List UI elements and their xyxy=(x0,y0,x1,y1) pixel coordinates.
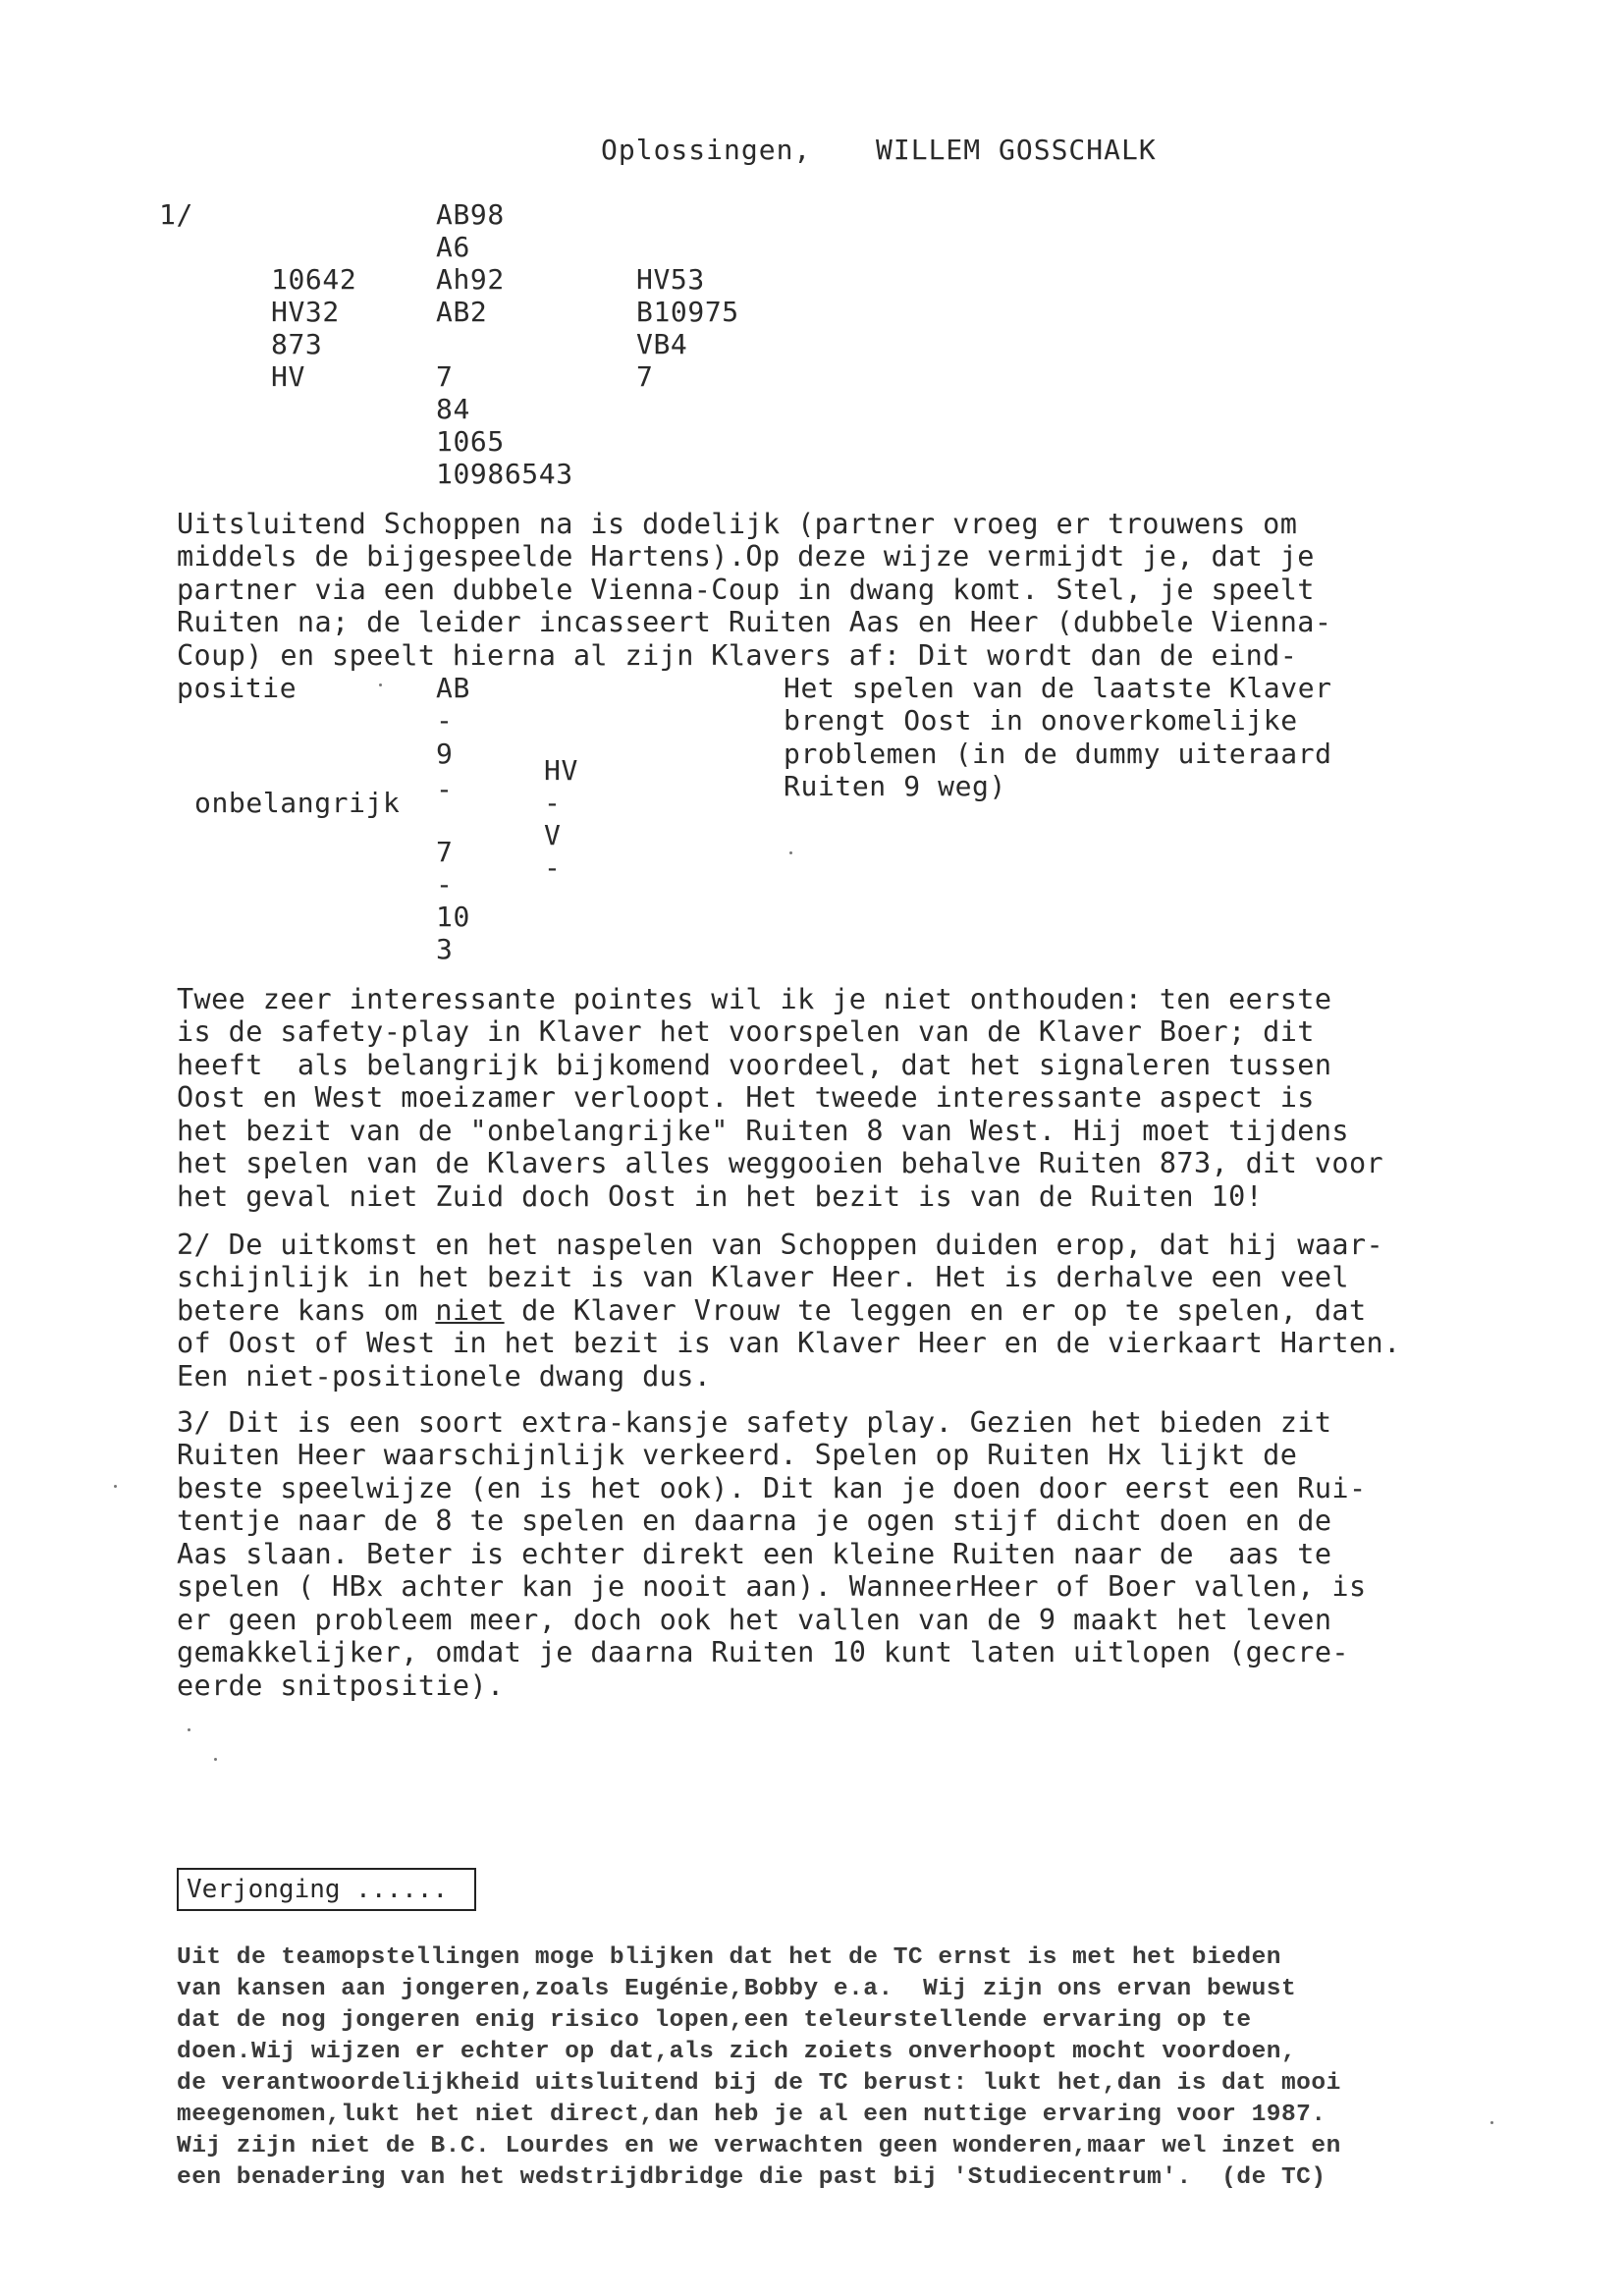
endpos-east-card: - xyxy=(544,787,562,819)
east-diamonds: VB4 xyxy=(636,328,688,360)
endpos-north-card: 9 xyxy=(436,738,454,770)
endpos-east-card: - xyxy=(544,851,562,884)
text-line: middels de bijgespeelde Hartens).Op deze wijze vermijdt je, dat je xyxy=(177,540,1315,573)
text-line: een benadering van het wedstrijdbridge die past bij 'Studiecentrum'. (de TC) xyxy=(177,2164,1326,2191)
text-line: het spelen van de Klavers alles weggooien behalve Ruiten 873, dit voor xyxy=(177,1147,1384,1179)
page-title: Oplossingen, xyxy=(601,134,812,166)
text-line: tentje naar de 8 te spelen en daarna je ogen stijf dicht doen en de xyxy=(177,1504,1332,1537)
author-name: WILLEM GOSSCHALK xyxy=(876,134,1157,166)
endpos-north-card: - xyxy=(436,868,454,901)
text-line: 3/ Dit is een soort extra-kansje safety play. Gezien het bieden zit xyxy=(177,1406,1332,1439)
endpos-west: onbelangrijk xyxy=(194,787,401,819)
endpos-north-card: AB xyxy=(436,672,470,704)
endpos-north-card: - xyxy=(436,773,454,805)
scan-speck xyxy=(188,1728,190,1731)
problem-number-1: 1/ xyxy=(159,198,193,231)
west-hearts: HV32 xyxy=(271,296,340,328)
scan-speck xyxy=(1490,2121,1493,2124)
text-line: schijnlijk in het bezit is van Klaver Heer. Het is derhalve een veel xyxy=(177,1261,1349,1293)
text-line xyxy=(177,1294,1367,1328)
scan-speck xyxy=(214,1758,217,1761)
text-line: het geval niet Zuid doch Oost in het bezit is van de Ruiten 10! xyxy=(177,1180,1264,1213)
west-spades: 10642 xyxy=(271,263,357,296)
text-line: 2/ De uitkomst en het naspelen van Schoppen duiden erop, dat hij waar- xyxy=(177,1229,1384,1261)
text-line: problemen (in de dummy uiteraard xyxy=(784,738,1332,770)
south-spades: 7 xyxy=(436,360,454,393)
text-line: er geen probleem meer, doch ook het vallen van de 9 maakt het leven xyxy=(177,1604,1332,1636)
text-line: van kansen aan jongeren,zoals Eugénie,Bobby e.a. Wij zijn ons ervan bewust xyxy=(177,1976,1297,2002)
north-hearts: A6 xyxy=(436,231,470,263)
text-line: partner via een dubbele Vienna-Coup in dwang komt. Stel, je speelt xyxy=(177,574,1315,606)
text-line: Coup) en speelt hierna al zijn Klavers af: Dit wordt dan de eind- xyxy=(177,639,1298,672)
text-line: Ruiten 9 weg) xyxy=(784,770,1006,802)
text-line: Twee zeer interessante pointes wil ik je niet onthouden: ten eerste xyxy=(177,983,1332,1015)
text-line: beste speelwijze (en is het ook). Dit kan je doen door eerst een Rui- xyxy=(177,1472,1367,1504)
south-diamonds: 1065 xyxy=(436,425,505,458)
text-line: Ruiten Heer waarschijnlijk verkeerd. Spelen op Ruiten Hx lijkt de xyxy=(177,1439,1298,1471)
endpos-north-card: 7 xyxy=(436,836,454,868)
endpos-north-card: 3 xyxy=(436,933,454,965)
text-line: Ruiten na; de leider incasseert Ruiten Aas en Heer (dubbele Vienna- xyxy=(177,606,1332,638)
scan-speck xyxy=(114,1485,117,1488)
endpos-north-card: 10 xyxy=(436,901,470,933)
text-line: Oost en West moeizamer verloopt. Het tweede interessante aspect is xyxy=(177,1081,1315,1114)
west-clubs: HV xyxy=(271,360,305,393)
text-line: Uit de teamopstellingen moge blijken dat het de TC ernst is met het bieden xyxy=(177,1944,1281,1971)
text-segment: betere kans om xyxy=(177,1294,436,1327)
text-line: eerde snitpositie). xyxy=(177,1669,505,1702)
text-line: Het spelen van de laatste Klaver xyxy=(784,672,1332,704)
text-line: het bezit van de "onbelangrijke" Ruiten 8 van West. Hij moet tijdens xyxy=(177,1115,1349,1147)
text-line: dat de nog jongeren enig risico lopen,een teleurstellende ervaring op te xyxy=(177,2007,1252,2034)
text-line: spelen ( HBx achter kan je nooit aan). WanneerHeer of Boer vallen, is xyxy=(177,1570,1367,1603)
endpos-east-card: V xyxy=(544,819,562,851)
north-spades: AB98 xyxy=(436,198,505,231)
east-hearts: B10975 xyxy=(636,296,739,328)
text-line: brengt Oost in onoverkomelijke xyxy=(784,704,1298,737)
text-line: de verantwoordelijkheid uitsluitend bij de TC berust: lukt het,dan is dat mooi xyxy=(177,2070,1341,2097)
north-diamonds: Ah92 xyxy=(436,263,505,296)
east-spades: HV53 xyxy=(636,263,705,296)
text-line: Een niet-positionele dwang dus. xyxy=(177,1360,712,1393)
text-line: Uitsluitend Schoppen na is dodelijk (partner vroeg er trouwens om xyxy=(177,508,1298,540)
south-hearts: 84 xyxy=(436,393,470,425)
text-line: heeft als belangrijk bijkomend voordeel, dat het signaleren tussen xyxy=(177,1049,1332,1081)
text-line: Wij zijn niet de B.C. Lourdes en we verwachten geen wonderen,maar wel inzet en xyxy=(177,2133,1341,2159)
scan-speck xyxy=(789,851,792,854)
underlined-word: niet xyxy=(435,1294,505,1327)
south-clubs: 10986543 xyxy=(436,458,573,490)
east-clubs: 7 xyxy=(636,360,654,393)
west-diamonds: 873 xyxy=(271,328,323,360)
scan-speck xyxy=(379,683,382,686)
north-clubs: AB2 xyxy=(436,296,488,328)
text-segment: de Klaver Vrouw te leggen en er op te spelen, dat xyxy=(504,1294,1367,1327)
text-line: doen.Wij wijzen er echter op dat,als zich zoiets onverhoopt mocht voordoen, xyxy=(177,2039,1297,2065)
endpos-north-card: - xyxy=(436,704,454,737)
endpos-east-card: HV xyxy=(544,754,578,787)
text-line: Aas slaan. Beter is echter direkt een kleine Ruiten naar de aas te xyxy=(177,1538,1332,1570)
text-line: is de safety-play in Klaver het voorspelen van de Klaver Boer; dit xyxy=(177,1015,1315,1048)
text-line: of Oost of West in het bezit is van Klaver Heer en de vierkaart Harten. xyxy=(177,1327,1401,1359)
section-heading-box: Verjonging ...... xyxy=(177,1868,476,1911)
text-line: meegenomen,lukt het niet direct,dan heb je al een nuttige ervaring voor 1987. xyxy=(177,2102,1326,2128)
endpos-label: positie xyxy=(177,672,298,704)
text-line: gemakkelijker, omdat je daarna Ruiten 10 kunt laten uitlopen (gecre- xyxy=(177,1636,1349,1668)
